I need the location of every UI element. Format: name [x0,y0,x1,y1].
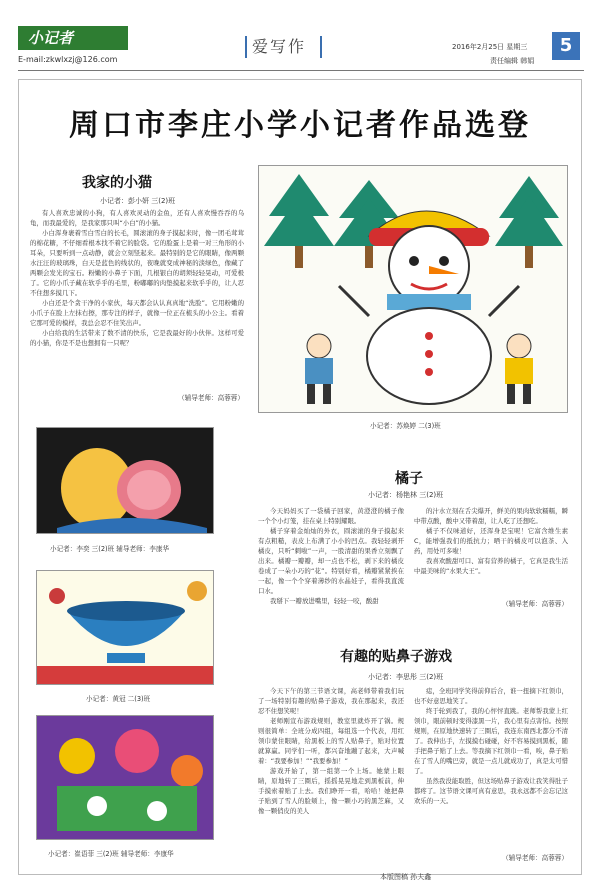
column-logo: 小记者 [18,26,128,50]
section-divider-right [320,36,322,58]
snowman-illustration [259,166,568,413]
page-credit: 本版图稿 孙夫鑫 [380,873,432,881]
paragraph: 橘子不仅味道好，还浑身是宝呢！它富含维生素C，能增强我们的抵抗力；晒干的橘皮可以泡茶、入药，用处可多啦！ [414,527,568,555]
article-game-col2 [414,686,568,806]
responsible-editor: 责任编辑 韩娟 [490,57,535,65]
page-number: 5 [552,32,580,60]
article-cat-body [30,208,244,348]
article-orange-col1 [258,506,404,606]
paragraph: 橘子穿着金灿灿的外衣，圆滚滚的身子摸起来有点粗糙，表皮上布满了小小的凹点。我轻轻剥开橘皮，只听“刺啦”一声，一股清甜的果香立刻飘了出来。橘瓣一瓣瓣，却一点也不松，剥下来的橘皮卷成了一朵小巧的“花”。特别好看，橘瓣紧紧挨在一起，像一个个穿着薄纱的水晶娃子，看得我直流口水。 [258,527,404,595]
flowers-drawing [36,715,214,840]
fruit-drawing [36,427,214,534]
article-orange-tutor: （辅导老师：高蓉蓉） [502,600,568,608]
paragraph: 小白给我的生活带来了数不清的快乐，它是我最好的小伙伴。这样可爱的小猫，你是不是也想拥有一只呢？ [30,329,244,347]
bowl-illustration [37,571,214,685]
article-orange-col2 [414,506,568,576]
paragraph: 今天妈妈买了一袋橘子回家，黄澄澄的橘子像一个个小灯笼，挂在桌上特别耀眼。 [258,507,404,525]
issue-date: 2016年2月25日 星期三 [452,43,528,51]
paragraph: 有人喜欢忠诚的小狗，有人喜欢灵动的金鱼，还有人喜欢慢吞吞的乌龟，而我最爱的，是我家那只叫“小白”的小猫。 [30,209,244,227]
paragraph: 老师刚宣布游戏规则，教室里就炸开了锅。规则很简单：全班分成四组，每组选一个代表，用红领巾蒙住眼睛，给黑板上的雪人贴鼻子，贴对位置就算赢。同学们一听，都兴奋地蹦了起来，大声喊着：“我要参加！”“我要参加！” [258,717,404,765]
paragraph: 小白还是个贪干净的小家伙，每天都会认认真真地“洗脸”。它用粉嫩的小爪子在脸上左抹右擦，那专注的样子，就像一位正在梳头的小公主。看着它那可爱的模样，我总会忍不住笑出声。 [30,299,244,327]
article-orange-byline: 小记者：杨艳林 三(2)班 [368,491,444,499]
page-headline: 周口市李庄小学小记者作品选登 [69,108,531,143]
paragraph: 痣，全班同学笑得前仰后合，谁一扭摘下红领巾，也不好意思地笑了。 [414,687,568,705]
article-cat-tutor: （辅导老师：高蓉蓉） [178,394,244,402]
paragraph: 今天下午的第三节语文课，高老师带着我们玩了一场特别有趣的贴鼻子游戏，我在那起来，我还忍不住想笑呢！ [258,687,404,715]
bowl-drawing [36,570,214,685]
flowers-illustration [37,716,214,840]
paragraph: 虽然我没能取胜，但这场贴鼻子游戏让我笑得肚子都疼了。这节语文课可真有意思，我永远都不会忘记这欢乐的一天。 [414,777,568,805]
fruit-caption: 小记者：李奕 三(2)班 辅导老师：李康华 [50,545,170,553]
article-orange-title: 橘子 [395,471,423,487]
snowman-caption: 小记者：苏焕婷 二(3)班 [370,422,441,430]
paragraph: 小白浑身裹着雪白雪白的长毛，圆滚滚的身子摸起来时，像一团毛茸茸的棉花糖，不仔细看根本找不着它的脸袋。它的脸蛋上是着一对三角形的小耳朵，只要听到一点动静，就会立刻竖起来。最特别的是它的眼睛，像两颗水汪汪的玻璃珠，白天是蓝色的线状的，夜晚就变成神秘的淡绿色，像藏了两颗会发光的宝石。粉嫩的小鼻子下面，几根银白的胡须轻轻晃动，可爱极了。它的小爪子藏在软乎乎的毛里，粉嘟嘟的肉垫摸起来软乎乎的，让人忍不住想多摸几下。 [30,229,244,297]
fruit-illustration [37,428,214,534]
article-game-col1 [258,686,404,816]
section-title: 爱写作 [252,37,307,56]
article-game-byline: 小记者：李思彤 三(2)班 [368,673,444,681]
paragraph: 我喜欢酸甜可口、富有营养的橘子，它真是我生活中最美味的“水果大王”。 [414,557,568,575]
paragraph: 终于轮到我了，我的心怦怦直跳。老师帮我蒙上红领巾，眼前顿时变得漆黑一片，我心里有点害怕。按照规则，在原地快速转了三圈后，我连东南西北都分不清了。我伸出手，左摸摸右碰碰，好不容易摸到黑板，随手把鼻子贴了上去。等我摘下红领巾一看，唉，鼻子贴在了雪人的嘴巴旁，就是一点儿就成功了，真是太可惜了。 [414,707,568,775]
header-rule [18,70,584,71]
paragraph: 游戏开始了，第一组第一个上场。她蒙上眼睛，原地转了三圈后，摇摇晃晃地走到黑板前，伸手摸索着贴了上去。我们睁开一看，哈哈！她把鼻子贴到了雪人的脸颊上，像一颗小巧的黑芝麻，又像一颗俏皮的美人 [258,767,404,815]
article-game-title: 有趣的贴鼻子游戏 [340,649,452,665]
article-game-tutor: （辅导老师：高蓉蓉） [502,854,568,862]
article-cat-byline: 小记者：彭小妍 三(2)班 [100,197,176,205]
article-cat-title: 我家的小猫 [82,175,152,191]
contact-email: E-mail:zkwlxzj@126.com [18,55,118,64]
paragraph: 我掰下一瓣放进嘴里，轻轻一咬，酸甜 [270,597,379,605]
section-divider-left [245,36,247,58]
snowman-drawing [258,165,568,413]
paragraph: 的汁水立刻在舌尖爆开，鲜美的果肉软软糯糯，瞬中带点酸，酸中又带着甜，让人吃了还想吃。 [414,507,568,525]
bowl-caption: 小记者：黄冠 二(3)班 [86,695,151,703]
flowers-caption: 小记者：崔语菲 三(2)班 辅导老师：李康华 [48,850,174,858]
